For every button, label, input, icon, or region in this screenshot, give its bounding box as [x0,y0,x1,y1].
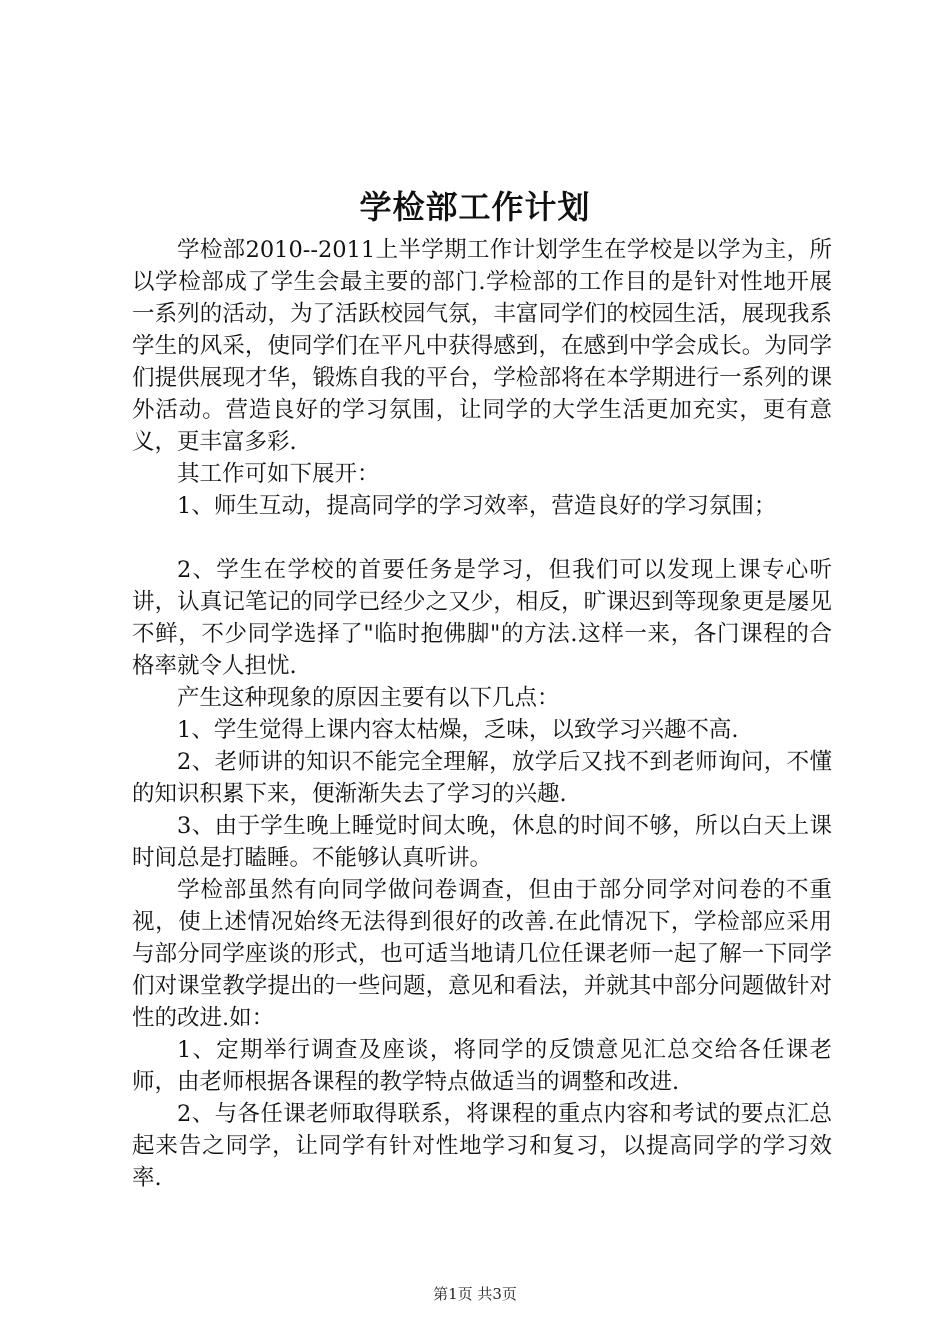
document-title: 学检部工作计划 [359,188,591,226]
paragraph-measure-2: 2、与各任课老师取得联系，将课程的重点内容和考试的要点汇总起来告之同学，让同学有针对性地学习和复习，以提高同学的学习效率. [132,1101,832,1191]
paragraph-cause-3: 3、由于学生晚上睡觉时间太晚，休息的时间不够，所以白天上课时间总是打瞌睡。不能够认真听讲。 [132,813,832,871]
paragraph-cause-2: 2、老师讲的知识不能完全理解，放学后又找不到老师询问，不懂的知识积累下来，便渐渐失去了学习的兴趣. [132,749,832,807]
paragraph-survey: 学检部虽然有向同学做问卷调查，但由于部分同学对问卷的不重视，使上述情况始终无法得到很好的改善.在此情况下，学检部应采用与部分同学座谈的形式，也可适当地请几位任课老师一起了解一下同学们对课堂教学提出的一些问题，意见和看法，并就其中部分问题做针对性的改进.如： [132,877,832,1031]
paragraph-measure-1: 1、定期举行调查及座谈，将同学的反馈意见汇总交给各任课老师，由老师根据各课程的教学特点做适当的调整和改进. [132,1037,832,1095]
document-body [132,234,832,1194]
paragraph-item-1: 1、师生互动，提高同学的学习效率，营造良好的学习氛围； [177,493,777,519]
page-footer: 第1页 共3页 [433,1285,517,1303]
paragraph-causes-heading: 产生这种现象的原因主要有以下几点： [177,685,560,711]
paragraph-item-2: 2、学生在学校的首要任务是学习，但我们可以发现上课专心听讲，认真记笔记的同学已经少之又少，相反，旷课迟到等现象更是屡见不鲜，不少同学选择了"临时抱佛脚"的方法.这样一来，各门课程的合格率就令人担忧. [132,557,832,679]
paragraph-work-plan-heading: 其工作可如下展开： [177,461,380,487]
paragraph-intro: 学检部2010--2011上半学期工作计划学生在学校是以学为主，所以学检部成了学生会最主要的部门.学检部的工作目的是针对性地开展一系列的活动，为了活跃校园气氛，丰富同学们的校园生活，展现我系学生的风采，使同学们在平凡中获得感到，在感到中学会成长。为同学们提供展现才华，锻炼自我的平台，学检部将在本学期进行一系列的课外活动。营造良好的学习氛围，让同学的大学生活更加充实，更有意义，更丰富多彩. [132,237,832,455]
paragraph-cause-1: 1、学生觉得上课内容太枯燥，乏味，以致学习兴趣不高. [177,717,739,743]
